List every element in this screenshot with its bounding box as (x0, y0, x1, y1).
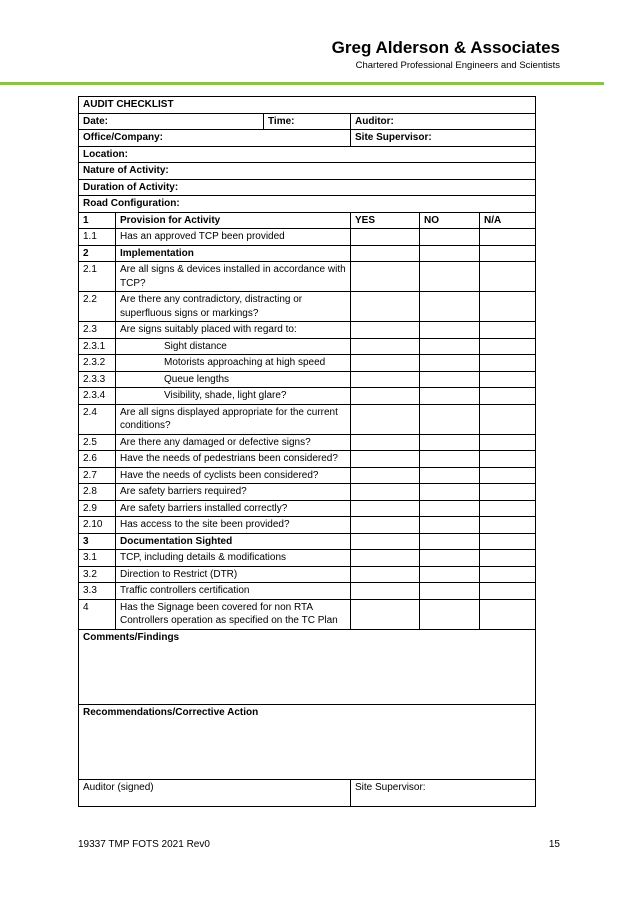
item-number: 2.10 (79, 517, 116, 534)
item-text: Documentation Sighted (116, 533, 351, 550)
checklist-item-row (79, 212, 536, 229)
checklist-item-row (79, 229, 536, 246)
office-company-field[interactable]: Office/Company: (79, 130, 351, 147)
item-text: Are there any damaged or defective signs? (116, 434, 351, 451)
item-number: 2.1 (79, 262, 116, 292)
item-number: 3.1 (79, 550, 116, 567)
item-number: 3.3 (79, 583, 116, 600)
duration-row (79, 179, 536, 196)
no-checkbox-cell[interactable] (420, 292, 480, 322)
item-text: Direction to Restrict (DTR) (116, 566, 351, 583)
na-checkbox-cell[interactable] (480, 451, 536, 468)
na-checkbox-cell[interactable] (480, 355, 536, 372)
item-text: TCP, including details & modifications (116, 550, 351, 567)
na-checkbox-cell[interactable] (480, 229, 536, 246)
checklist-item-row (79, 355, 536, 372)
no-checkbox-cell[interactable] (420, 262, 480, 292)
item-number: 2.5 (79, 434, 116, 451)
yes-checkbox-cell[interactable] (351, 599, 420, 629)
item-number: 3.2 (79, 566, 116, 583)
no-checkbox-cell[interactable] (420, 371, 480, 388)
yes-checkbox-cell[interactable] (351, 467, 420, 484)
item-text: Visibility, shade, light glare? (116, 388, 351, 405)
site-supervisor-field[interactable]: Site Supervisor: (351, 130, 536, 147)
checklist-item-row (79, 322, 536, 339)
na-checkbox-cell[interactable] (480, 388, 536, 405)
nature-of-activity-field[interactable]: Nature of Activity: (79, 163, 536, 180)
company-name: Greg Alderson & Associates (331, 38, 560, 57)
item-text: Provision for Activity (116, 212, 351, 229)
item-text: Has the Signage been covered for non RTA Controllers operation as specified on the TC Plan (116, 599, 351, 629)
na-checkbox-cell[interactable] (480, 550, 536, 567)
document-reference: 19337 TMP FOTS 2021 Rev0 (78, 839, 210, 850)
item-text: Implementation (116, 245, 351, 262)
checklist-item-row (79, 533, 536, 550)
no-checkbox-cell[interactable] (420, 404, 480, 434)
no-checkbox-cell[interactable] (420, 451, 480, 468)
na-checkbox-cell[interactable] (480, 434, 536, 451)
yes-checkbox-cell[interactable] (351, 404, 420, 434)
no-checkbox-cell[interactable] (420, 517, 480, 534)
yes-checkbox-cell[interactable] (351, 500, 420, 517)
signature-row (79, 779, 536, 806)
na-checkbox-cell[interactable] (480, 599, 536, 629)
date-time-auditor-row (79, 113, 536, 130)
item-text: Has an approved TCP been provided (116, 229, 351, 246)
yes-checkbox-cell[interactable] (351, 262, 420, 292)
checklist-item-row (79, 566, 536, 583)
item-text: Have the needs of pedestrians been considered? (116, 451, 351, 468)
yes-checkbox-cell[interactable] (351, 292, 420, 322)
na-column-header: N/A (480, 212, 536, 229)
recommendations-field[interactable]: Recommendations/Corrective Action (79, 704, 536, 779)
item-number: 2.4 (79, 404, 116, 434)
duration-of-activity-field[interactable]: Duration of Activity: (79, 179, 536, 196)
site-supervisor-signature-field[interactable]: Site Supervisor: (351, 779, 536, 806)
item-number: 2.3.4 (79, 388, 116, 405)
no-column-header: NO (420, 212, 480, 229)
yes-checkbox-cell[interactable] (351, 583, 420, 600)
checklist-item-row (79, 434, 536, 451)
no-checkbox-cell[interactable] (420, 434, 480, 451)
page-number: 15 (548, 839, 560, 850)
checklist-item-row (79, 500, 536, 517)
auditor-signature-field[interactable]: Auditor (signed) (79, 779, 351, 806)
item-number: 2.2 (79, 292, 116, 322)
checklist-item-row (79, 371, 536, 388)
na-checkbox-cell[interactable] (480, 517, 536, 534)
item-text: Have the needs of cyclists been considered? (116, 467, 351, 484)
checklist-title: AUDIT CHECKLIST (79, 97, 536, 114)
item-text: Queue lengths (116, 371, 351, 388)
checklist-item-row (79, 292, 536, 322)
yes-checkbox-cell[interactable] (351, 388, 420, 405)
na-checkbox-cell[interactable] (480, 500, 536, 517)
comments-row (79, 629, 536, 704)
no-checkbox-cell[interactable] (420, 322, 480, 339)
yes-checkbox-cell[interactable] (351, 371, 420, 388)
no-checkbox-cell[interactable] (420, 583, 480, 600)
nature-row (79, 163, 536, 180)
road-row (79, 196, 536, 213)
yes-checkbox-cell[interactable] (351, 322, 420, 339)
item-number: 2.3 (79, 322, 116, 339)
na-checkbox-cell[interactable] (480, 533, 536, 550)
yes-checkbox-cell[interactable] (351, 533, 420, 550)
item-text: Motorists approaching at high speed (116, 355, 351, 372)
item-number: 2.7 (79, 467, 116, 484)
na-checkbox-cell[interactable] (480, 292, 536, 322)
item-text: Are all signs & devices installed in accordance with TCP? (116, 262, 351, 292)
yes-checkbox-cell[interactable] (351, 484, 420, 501)
time-field[interactable]: Time: (264, 113, 351, 130)
checklist-item-row (79, 484, 536, 501)
item-number: 2.8 (79, 484, 116, 501)
item-text: Are safety barriers required? (116, 484, 351, 501)
item-number: 2.3.2 (79, 355, 116, 372)
no-checkbox-cell[interactable] (420, 355, 480, 372)
item-number: 2.9 (79, 500, 116, 517)
checklist-item-row (79, 388, 536, 405)
item-number: 2.3.1 (79, 338, 116, 355)
no-checkbox-cell[interactable] (420, 533, 480, 550)
comments-findings-field[interactable]: Comments/Findings (79, 629, 536, 704)
item-text: Traffic controllers certification (116, 583, 351, 600)
item-text: Are there any contradictory, distracting or superfluous signs or markings? (116, 292, 351, 322)
na-checkbox-cell[interactable] (480, 583, 536, 600)
yes-checkbox-cell[interactable] (351, 355, 420, 372)
checklist-item-row (79, 517, 536, 534)
checklist-item-row (79, 451, 536, 468)
checklist-item-row (79, 404, 536, 434)
yes-checkbox-cell[interactable] (351, 566, 420, 583)
location-field[interactable]: Location: (79, 146, 536, 163)
yes-checkbox-cell[interactable] (351, 517, 420, 534)
na-checkbox-cell[interactable] (480, 262, 536, 292)
checklist-item-row (79, 583, 536, 600)
yes-checkbox-cell[interactable] (351, 245, 420, 262)
item-number: 1 (79, 212, 116, 229)
item-number: 4 (79, 599, 116, 629)
na-checkbox-cell[interactable] (480, 245, 536, 262)
no-checkbox-cell[interactable] (420, 500, 480, 517)
item-number: 1.1 (79, 229, 116, 246)
item-number: 3 (79, 533, 116, 550)
yes-checkbox-cell[interactable] (351, 550, 420, 567)
checklist-item-row (79, 599, 536, 629)
na-checkbox-cell[interactable] (480, 322, 536, 339)
yes-checkbox-cell[interactable] (351, 434, 420, 451)
na-checkbox-cell[interactable] (480, 371, 536, 388)
na-checkbox-cell[interactable] (480, 338, 536, 355)
yes-checkbox-cell[interactable] (351, 451, 420, 468)
checklist-item-row (79, 338, 536, 355)
no-checkbox-cell[interactable] (420, 484, 480, 501)
no-checkbox-cell[interactable] (420, 245, 480, 262)
no-checkbox-cell[interactable] (420, 467, 480, 484)
na-checkbox-cell[interactable] (480, 484, 536, 501)
date-field[interactable]: Date: (79, 113, 264, 130)
checklist-item-row (79, 550, 536, 567)
item-text: Are all signs displayed appropriate for the current conditions? (116, 404, 351, 434)
no-checkbox-cell[interactable] (420, 599, 480, 629)
header-rule (0, 82, 604, 85)
office-supervisor-row (79, 130, 536, 147)
item-text: Are signs suitably placed with regard to: (116, 322, 351, 339)
checklist-item-row (79, 245, 536, 262)
yes-checkbox-cell[interactable] (351, 338, 420, 355)
item-text: Sight distance (116, 338, 351, 355)
na-checkbox-cell[interactable] (480, 467, 536, 484)
item-number: 2 (79, 245, 116, 262)
company-subtitle: Chartered Professional Engineers and Scientists (355, 60, 560, 71)
checklist-title-row (79, 97, 536, 114)
yes-column-header: YES (351, 212, 420, 229)
checklist-item-row (79, 262, 536, 292)
na-checkbox-cell[interactable] (480, 566, 536, 583)
no-checkbox-cell[interactable] (420, 388, 480, 405)
no-checkbox-cell[interactable] (420, 229, 480, 246)
item-text: Has access to the site been provided? (116, 517, 351, 534)
no-checkbox-cell[interactable] (420, 550, 480, 567)
auditor-field[interactable]: Auditor: (351, 113, 536, 130)
audit-checklist-table (78, 96, 536, 807)
recommendations-row (79, 704, 536, 779)
item-text: Are safety barriers installed correctly? (116, 500, 351, 517)
checklist-item-row (79, 467, 536, 484)
no-checkbox-cell[interactable] (420, 566, 480, 583)
item-number: 2.6 (79, 451, 116, 468)
location-row (79, 146, 536, 163)
yes-checkbox-cell[interactable] (351, 229, 420, 246)
road-configuration-field[interactable]: Road Configuration: (79, 196, 536, 213)
item-number: 2.3.3 (79, 371, 116, 388)
no-checkbox-cell[interactable] (420, 338, 480, 355)
na-checkbox-cell[interactable] (480, 404, 536, 434)
